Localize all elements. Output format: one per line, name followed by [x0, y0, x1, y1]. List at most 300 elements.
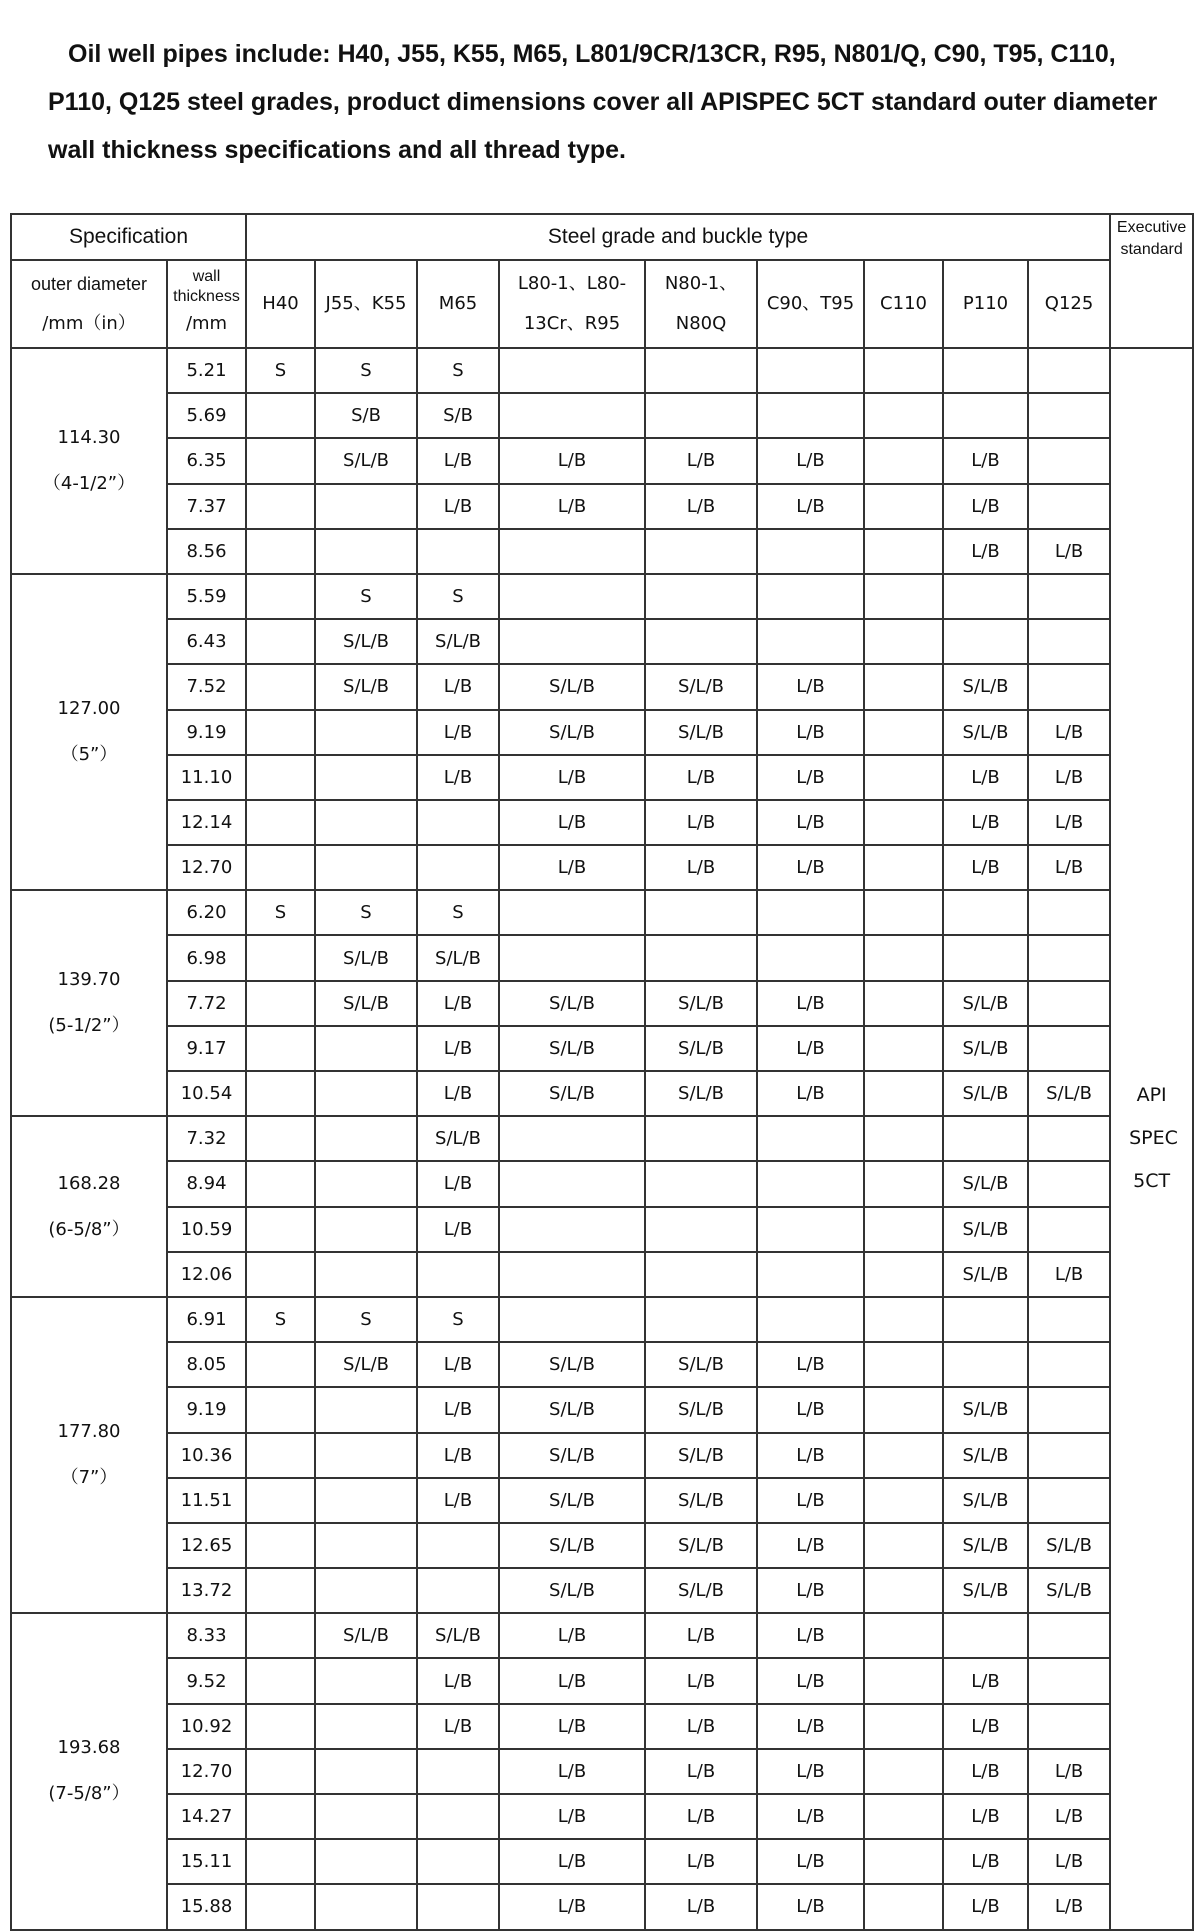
grade-cell: L/B	[417, 1026, 499, 1071]
grade-cell: S/L/B	[1028, 1568, 1110, 1613]
wall-thickness-cell: 6.98	[167, 935, 246, 980]
wall-thickness-cell: 5.69	[167, 393, 246, 438]
grade-cell: L/B	[943, 1794, 1028, 1839]
grade-cell: S/L/B	[943, 1161, 1028, 1206]
grade-cell: S	[246, 1297, 315, 1342]
grade-cell	[1028, 1297, 1110, 1342]
grade-cell	[1028, 1613, 1110, 1658]
grade-cell	[246, 438, 315, 483]
table-row	[11, 664, 1193, 709]
specification-header: Specification	[11, 214, 246, 260]
grade-cell	[246, 1794, 315, 1839]
grade-cell: S/L/B	[645, 664, 757, 709]
grade-cell: L/B	[499, 1704, 645, 1749]
grade-cell: L/B	[1028, 755, 1110, 800]
wall-thickness-cell: 5.59	[167, 574, 246, 619]
grade-cell: S	[315, 348, 417, 393]
grade-cell	[246, 710, 315, 755]
grade-cell: S/L/B	[943, 1568, 1028, 1613]
grade-header: H40	[246, 260, 315, 348]
grade-cell: S/L/B	[417, 619, 499, 664]
grade-cell: L/B	[757, 1658, 864, 1703]
grade-cell	[864, 1704, 943, 1749]
wall-thickness-cell: 6.91	[167, 1297, 246, 1342]
table-row	[11, 1478, 1193, 1523]
grade-cell: L/B	[757, 1342, 864, 1387]
grade-cell: S/L/B	[417, 1613, 499, 1658]
grade-cell: L/B	[757, 800, 864, 845]
header-row-1	[11, 214, 1193, 260]
grade-cell	[645, 348, 757, 393]
wall-thickness-cell: 6.35	[167, 438, 246, 483]
grade-cell	[1028, 1342, 1110, 1387]
grade-cell: S/L/B	[943, 1478, 1028, 1523]
grade-cell	[246, 529, 315, 574]
grade-cell: L/B	[499, 1749, 645, 1794]
outer-diameter-cell	[11, 1116, 167, 1297]
table-row	[11, 1297, 1193, 1342]
table-row	[11, 1523, 1193, 1568]
grade-cell: L/B	[943, 484, 1028, 529]
grade-cell: S/L/B	[417, 935, 499, 980]
grade-cell: L/B	[757, 1794, 864, 1839]
grade-cell: S/L/B	[315, 981, 417, 1026]
table-row	[11, 1794, 1193, 1839]
outer-diameter-cell	[11, 1297, 167, 1613]
grade-cell: S/B	[417, 393, 499, 438]
wall-thickness-header	[167, 260, 246, 348]
grade-cell	[1028, 1116, 1110, 1161]
grade-cell	[246, 393, 315, 438]
grade-cell	[757, 348, 864, 393]
grade-cell	[246, 1523, 315, 1568]
grade-cell	[315, 484, 417, 529]
wall-thickness-label: wall thickness	[173, 268, 240, 305]
grade-cell: S	[417, 348, 499, 393]
grade-cell: L/B	[417, 1433, 499, 1478]
grade-cell: S	[315, 1297, 417, 1342]
grade-cell: L/B	[645, 1749, 757, 1794]
grade-cell	[246, 1252, 315, 1297]
executive-standard-cell: API SPEC 5CT	[1110, 348, 1193, 1930]
table-row	[11, 1704, 1193, 1749]
table-row	[11, 1387, 1193, 1432]
grade-cell	[864, 393, 943, 438]
grade-cell: L/B	[757, 1568, 864, 1613]
grade-cell	[943, 348, 1028, 393]
grade-cell	[246, 619, 315, 664]
outer-diameter-cell	[11, 348, 167, 574]
grade-cell	[246, 1342, 315, 1387]
grade-cell	[864, 1252, 943, 1297]
grade-cell	[757, 1297, 864, 1342]
wall-thickness-cell: 8.56	[167, 529, 246, 574]
grade-cell	[864, 1658, 943, 1703]
grade-cell: S/L/B	[645, 1342, 757, 1387]
grade-cell	[864, 935, 943, 980]
outer-diameter-cell	[11, 890, 167, 1116]
grade-cell	[246, 1884, 315, 1929]
grade-cell: S/L/B	[315, 1342, 417, 1387]
grade-header: P110	[943, 260, 1028, 348]
grade-cell	[943, 890, 1028, 935]
outer-diameter-in: （7”）	[60, 1467, 118, 1489]
grade-cell	[864, 1749, 943, 1794]
grade-cell	[864, 1839, 943, 1884]
grade-cell: S/L/B	[499, 1071, 645, 1116]
grade-cell: L/B	[757, 1387, 864, 1432]
grade-cell	[315, 1387, 417, 1432]
grade-cell	[864, 484, 943, 529]
grade-cell: L/B	[757, 1839, 864, 1884]
grade-header: C90、T95	[757, 260, 864, 348]
grade-cell	[864, 1433, 943, 1478]
grade-cell: S	[246, 348, 315, 393]
grade-cell: S/L/B	[499, 1342, 645, 1387]
grade-cell: L/B	[417, 1704, 499, 1749]
grade-cell	[315, 1523, 417, 1568]
table-row	[11, 981, 1193, 1026]
table-row	[11, 1207, 1193, 1252]
grade-cell: L/B	[645, 1794, 757, 1839]
grade-cell	[864, 1884, 943, 1929]
table-row	[11, 574, 1193, 619]
grade-cell: L/B	[943, 800, 1028, 845]
grade-cell	[315, 1478, 417, 1523]
grade-cell: L/B	[757, 1071, 864, 1116]
grade-cell	[757, 393, 864, 438]
table-row	[11, 935, 1193, 980]
grade-cell	[1028, 574, 1110, 619]
wall-thickness-cell: 8.33	[167, 1613, 246, 1658]
wall-thickness-cell: 7.32	[167, 1116, 246, 1161]
grade-cell: L/B	[417, 1071, 499, 1116]
grade-cell: S/B	[315, 393, 417, 438]
grade-cell: L/B	[757, 484, 864, 529]
grade-cell	[943, 1116, 1028, 1161]
grade-cell	[757, 619, 864, 664]
grade-cell	[757, 890, 864, 935]
table-row	[11, 890, 1193, 935]
outer-diameter-label: outer diameter	[30, 274, 148, 294]
grade-cell	[246, 1749, 315, 1794]
grade-cell	[1028, 619, 1110, 664]
grade-cell	[315, 710, 417, 755]
grade-cell: S/L/B	[499, 1387, 645, 1432]
grade-cell: L/B	[1028, 529, 1110, 574]
grade-cell: L/B	[757, 1026, 864, 1071]
grade-cell	[246, 1026, 315, 1071]
grade-cell	[499, 935, 645, 980]
grade-cell: L/B	[499, 1658, 645, 1703]
grade-cell: S/L/B	[315, 935, 417, 980]
wall-thickness-cell: 10.54	[167, 1071, 246, 1116]
grade-cell	[864, 981, 943, 1026]
grade-cell: L/B	[499, 1839, 645, 1884]
grade-cell: L/B	[417, 710, 499, 755]
grade-cell	[499, 529, 645, 574]
grade-cell: S/L/B	[499, 1026, 645, 1071]
grade-cell: L/B	[757, 664, 864, 709]
grade-cell	[499, 348, 645, 393]
grade-cell	[1028, 890, 1110, 935]
grade-cell	[864, 890, 943, 935]
grade-cell	[864, 529, 943, 574]
table-row	[11, 1433, 1193, 1478]
grade-cell	[499, 393, 645, 438]
outer-diameter-in: （4-1/2”）	[42, 472, 136, 494]
grade-cell	[864, 1297, 943, 1342]
grade-cell	[757, 574, 864, 619]
wall-thickness-cell: 12.06	[167, 1252, 246, 1297]
grade-cell	[645, 619, 757, 664]
grade-cell: S/L/B	[943, 1387, 1028, 1432]
table-row	[11, 1026, 1193, 1071]
grade-cell	[246, 1658, 315, 1703]
grade-cell	[1028, 484, 1110, 529]
grade-cell: L/B	[1028, 1884, 1110, 1929]
grade-cell: L/B	[757, 1884, 864, 1929]
grade-cell	[315, 845, 417, 890]
grade-cell	[864, 1568, 943, 1613]
grade-cell	[499, 1297, 645, 1342]
grade-cell	[315, 529, 417, 574]
grade-cell: S/L/B	[943, 1071, 1028, 1116]
grade-cell	[864, 1478, 943, 1523]
grade-cell	[864, 845, 943, 890]
grade-cell	[943, 1342, 1028, 1387]
grade-cell: S/L/B	[315, 1613, 417, 1658]
grade-cell	[499, 1207, 645, 1252]
grade-cell: S/L/B	[943, 1523, 1028, 1568]
grade-cell: L/B	[757, 1433, 864, 1478]
grade-cell: L/B	[757, 438, 864, 483]
grade-cell: L/B	[417, 1207, 499, 1252]
grade-cell	[864, 1523, 943, 1568]
grade-cell	[246, 1613, 315, 1658]
table-row	[11, 1613, 1193, 1658]
grade-cell	[315, 1252, 417, 1297]
wall-thickness-cell: 8.05	[167, 1342, 246, 1387]
grade-cell	[315, 1026, 417, 1071]
grade-cell: S/L/B	[1028, 1071, 1110, 1116]
grade-cell: S/L/B	[499, 1568, 645, 1613]
grade-cell	[315, 1433, 417, 1478]
grade-cell: L/B	[1028, 800, 1110, 845]
grade-cell: L/B	[499, 755, 645, 800]
header-row-2	[11, 260, 1193, 348]
grade-cell: L/B	[943, 1749, 1028, 1794]
grade-cell: L/B	[1028, 1794, 1110, 1839]
grade-cell: L/B	[645, 1884, 757, 1929]
table-row	[11, 1161, 1193, 1206]
grade-cell	[1028, 393, 1110, 438]
grade-cell	[417, 1794, 499, 1839]
table-row	[11, 348, 1193, 393]
grade-cell	[645, 890, 757, 935]
grade-cell: S/L/B	[645, 710, 757, 755]
grade-cell: L/B	[943, 438, 1028, 483]
grade-cell	[645, 1252, 757, 1297]
grade-header: N80-1、N80Q	[645, 260, 757, 348]
grade-cell	[1028, 1704, 1110, 1749]
wall-thickness-cell: 12.14	[167, 800, 246, 845]
grade-cell: L/B	[645, 800, 757, 845]
grade-cell: S/L/B	[943, 710, 1028, 755]
grade-cell: S/L/B	[315, 438, 417, 483]
grade-cell: L/B	[417, 981, 499, 1026]
grade-cell: L/B	[417, 484, 499, 529]
grade-cell: L/B	[417, 1387, 499, 1432]
grade-cell	[417, 1749, 499, 1794]
grade-cell	[417, 1523, 499, 1568]
grade-cell	[246, 1207, 315, 1252]
grade-cell	[943, 393, 1028, 438]
grade-cell	[757, 1252, 864, 1297]
grade-cell	[315, 1839, 417, 1884]
grade-cell: L/B	[417, 438, 499, 483]
grade-cell	[315, 1071, 417, 1116]
wall-thickness-unit: /mm	[185, 313, 228, 334]
grade-cell	[499, 1116, 645, 1161]
grade-cell	[315, 1704, 417, 1749]
table-row	[11, 1252, 1193, 1297]
grade-cell: L/B	[757, 1523, 864, 1568]
grade-cell	[315, 1568, 417, 1613]
grade-cell	[864, 1342, 943, 1387]
grade-cell	[1028, 1387, 1110, 1432]
grade-cell: L/B	[943, 755, 1028, 800]
grade-cell: S/L/B	[943, 1252, 1028, 1297]
outer-diameter-mm: 177.80	[57, 1421, 121, 1443]
grade-cell: L/B	[1028, 710, 1110, 755]
wall-thickness-cell: 10.36	[167, 1433, 246, 1478]
table-row	[11, 800, 1193, 845]
grade-cell	[864, 1387, 943, 1432]
grade-cell: S/L/B	[645, 1026, 757, 1071]
grade-cell: L/B	[757, 1478, 864, 1523]
wall-thickness-cell: 9.19	[167, 710, 246, 755]
grade-cell	[246, 1478, 315, 1523]
wall-thickness-cell: 10.92	[167, 1704, 246, 1749]
grade-cell: L/B	[757, 1704, 864, 1749]
specification-table	[10, 213, 1194, 1931]
wall-thickness-cell: 6.20	[167, 890, 246, 935]
grade-cell: L/B	[645, 1658, 757, 1703]
grade-cell	[864, 1613, 943, 1658]
grade-cell	[246, 1071, 315, 1116]
grade-cell	[645, 1161, 757, 1206]
wall-thickness-cell: 12.70	[167, 1749, 246, 1794]
wall-thickness-cell: 12.70	[167, 845, 246, 890]
wall-thickness-cell: 6.43	[167, 619, 246, 664]
grade-cell: L/B	[499, 845, 645, 890]
outer-diameter-mm: 114.30	[57, 426, 121, 448]
table-row	[11, 755, 1193, 800]
grade-cell	[246, 574, 315, 619]
wall-thickness-cell: 15.11	[167, 1839, 246, 1884]
grade-cell: L/B	[645, 438, 757, 483]
grade-cell	[315, 755, 417, 800]
grade-cell	[864, 619, 943, 664]
grade-cell	[864, 574, 943, 619]
grade-cell	[757, 1207, 864, 1252]
grade-cell: L/B	[757, 845, 864, 890]
grade-cell	[246, 1568, 315, 1613]
grade-cell	[757, 1161, 864, 1206]
grade-cell: L/B	[1028, 845, 1110, 890]
grade-cell	[864, 1071, 943, 1116]
outer-diameter-mm: 193.68	[57, 1737, 121, 1759]
grade-cell	[499, 1252, 645, 1297]
wall-thickness-cell: 14.27	[167, 1794, 246, 1839]
grade-cell	[246, 1433, 315, 1478]
grade-header: L80-1、L80-13Cr、R95	[499, 260, 645, 348]
table-row	[11, 438, 1193, 483]
grade-cell	[645, 574, 757, 619]
grade-cell	[757, 529, 864, 574]
outer-diameter-cell	[11, 1613, 167, 1929]
grade-cell: S/L/B	[499, 1478, 645, 1523]
grade-cell: L/B	[417, 1342, 499, 1387]
grade-cell: L/B	[757, 755, 864, 800]
grade-cell: S/L/B	[315, 619, 417, 664]
outer-diameter-mm: 168.28	[57, 1172, 121, 1194]
grade-cell	[315, 1161, 417, 1206]
table-row	[11, 619, 1193, 664]
grade-cell: S/L/B	[943, 1026, 1028, 1071]
grade-cell	[1028, 1207, 1110, 1252]
grade-cell	[757, 935, 864, 980]
grade-cell	[864, 1794, 943, 1839]
grade-cell	[943, 935, 1028, 980]
grade-cell	[864, 1161, 943, 1206]
grade-cell: L/B	[943, 1839, 1028, 1884]
grade-cell: L/B	[1028, 1252, 1110, 1297]
wall-thickness-cell: 9.17	[167, 1026, 246, 1071]
table-row	[11, 1116, 1193, 1161]
grade-cell	[645, 529, 757, 574]
grade-cell: S	[417, 1297, 499, 1342]
grade-cell: L/B	[499, 800, 645, 845]
grade-cell: L/B	[757, 981, 864, 1026]
grade-cell: S/L/B	[943, 1207, 1028, 1252]
grade-cell: S	[315, 574, 417, 619]
outer-diameter-in: (6-5/8”）	[48, 1218, 130, 1240]
grade-cell: L/B	[943, 529, 1028, 574]
grade-cell	[864, 348, 943, 393]
table-row	[11, 1342, 1193, 1387]
grade-cell: S/L/B	[1028, 1523, 1110, 1568]
table-body	[11, 348, 1193, 1930]
grade-cell	[864, 710, 943, 755]
grade-cell: L/B	[645, 755, 757, 800]
grade-cell: S/L/B	[499, 664, 645, 709]
wall-thickness-cell: 7.37	[167, 484, 246, 529]
outer-diameter-mm: 127.00	[57, 698, 121, 720]
grade-header: C110	[864, 260, 943, 348]
grade-cell	[246, 935, 315, 980]
outer-diameter-mm: 139.70	[57, 969, 121, 991]
grade-cell: L/B	[757, 1613, 864, 1658]
grade-cell	[864, 800, 943, 845]
grade-cell	[417, 800, 499, 845]
outer-diameter-header	[11, 260, 167, 348]
grade-cell	[757, 1116, 864, 1161]
outer-diameter-in: （5”）	[60, 744, 118, 766]
grade-cell: L/B	[417, 755, 499, 800]
grade-cell	[943, 619, 1028, 664]
